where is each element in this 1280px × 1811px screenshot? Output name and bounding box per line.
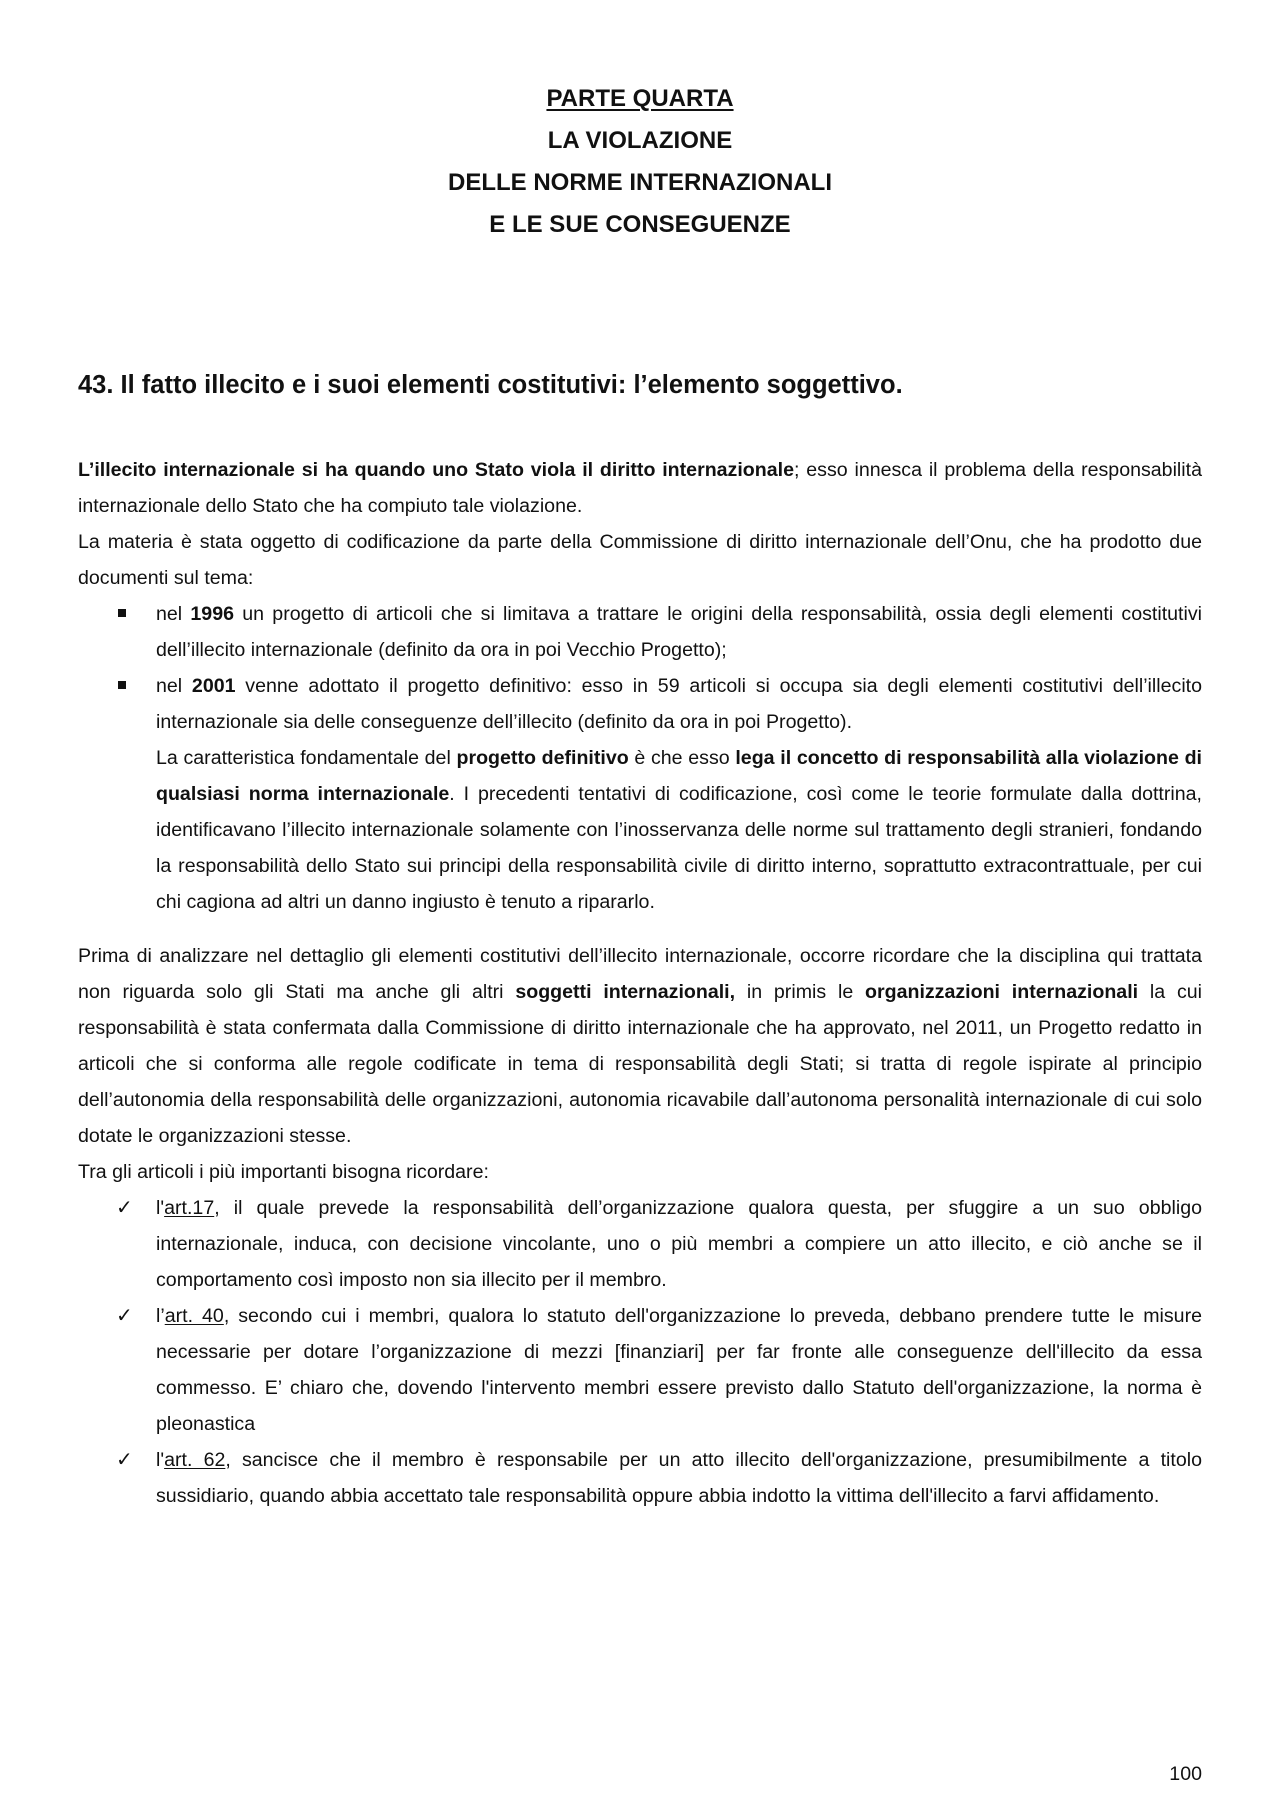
continuation-text: . I precedenti tentativi di codificazione, così come le teorie formulate dalla dottrina, identificavano l’illecito internazionale solamente con l’inosservanza delle norme sul trattamento degli stranieri, fondando la responsabilità dello Stato sui principi della responsabilità civile di diritto interno, soprattutto extracontrattuale, per cui chi cagiona ad altri un danno ingiusto è tenuto a ripararlo. (156, 783, 1202, 913)
part-header (78, 78, 1202, 246)
articles-list (78, 1190, 1202, 1514)
list-item-year: 1996 (190, 603, 234, 625)
organizations-text: Prima di analizzare nel dettaglio gli elementi costitutivi dell’illecito internazionale, occorre ricordare che la disciplina qui trattata non riguarda solo gli Stati ma anche gli altri (78, 945, 1202, 1003)
article-ref: art. 40 (164, 1305, 224, 1327)
organizations-bold: soggetti internazionali, (515, 981, 736, 1003)
article-prefix: l' (156, 1197, 165, 1219)
article-prefix: l’ (156, 1305, 165, 1327)
article-prefix: l' (156, 1449, 165, 1471)
organizations-text: la cui responsabilità è stata confermata dalla Commissione di diritto internazionale che ha approvato, nel 2011, un Progetto redatto in articoli che si conforma alle regole codificate in tema di responsabilità degli Stati; si tratta di regole ispirate al principio dell’autonomia della responsabilità delle organizzazioni, autonomia ricavabile dall’autonoma personalità internazionale di cui solo dotate le organizzazioni stesse. (78, 981, 1202, 1147)
body-text (78, 452, 1202, 1514)
section-title: 43. Il fatto illecito e i suoi elementi costitutivi: l’elemento soggettivo. (78, 371, 903, 399)
intro-paragraph (78, 452, 1202, 524)
checkmark-icon: ✓ (116, 1449, 133, 1471)
list-item-year: 2001 (191, 675, 236, 697)
list-item-text: nel (156, 675, 192, 697)
checkmark-icon: ✓ (116, 1197, 133, 1219)
codification-list (78, 596, 1202, 920)
continuation-bold: lega il concetto di responsabilità alla violazione di qualsiasi norma internazionale (156, 747, 1202, 805)
part-subtitle-line-1: LA VIOLAZIONE (547, 127, 733, 154)
organizations-paragraph (78, 938, 1202, 1154)
part-title: PARTE QUARTA (546, 85, 734, 112)
continuation-text: è che esso (628, 747, 736, 769)
list-item-continuation (156, 740, 1202, 920)
checkmark-icon: ✓ (116, 1305, 133, 1327)
intro-bold: L’illecito internazionale si ha quando uno Stato viola il diritto internazionale (78, 459, 794, 481)
article-ref: art.17 (164, 1197, 215, 1219)
part-subtitle-line-3: E LE SUE CONSEGUENZE (489, 211, 791, 238)
continuation-bold: progetto definitivo (456, 747, 629, 769)
square-bullet-icon (118, 609, 126, 617)
codification-paragraph: La materia è stata oggetto di codificazione da parte della Commissione di diritto internazionale dell’Onu, che ha prodotto due documenti sul tema: (78, 531, 1202, 589)
list-item-text: venne adottato il progetto definitivo: esso in 59 articoli si occupa sia degli elementi costitutivi dell’illecito internazionale sia delle conseguenze dell’illecito (definito da ora in poi Progetto). (156, 675, 1203, 733)
organizations-text: in primis le (735, 981, 866, 1003)
article-text: , sancisce che il membro è responsabile per un atto illecito dell'organizzazione, presumibilmente a titolo sussidiario, quando abbia accettato tale responsabilità oppure abbia indotto la vittima dell'illecito a farvi affidamento. (156, 1449, 1202, 1507)
article-ref: art. 62 (164, 1449, 226, 1471)
page-number: 100 (1169, 1763, 1202, 1785)
article-text: , secondo cui i membri, qualora lo statuto dell'organizzazione lo preveda, debbano prendere tutte le misure necessarie per dotare l’organizzazione di mezzi [finanziari] per far fronte alle conseguenze dell'illecito da essa commesso. E’ chiaro che, dovendo l'intervento membri essere previsto dallo Statuto dell'organizzazione, la norma è pleonastica (156, 1305, 1202, 1435)
document-page (78, 0, 1202, 1811)
part-subtitle-line-2: DELLE NORME INTERNAZIONALI (448, 169, 832, 196)
list-item-text: un progetto di articoli che si limitava a trattare le origini della responsabilità, ossia degli elementi costitutivi dell’illecito internazionale (definito da ora in poi Vecchio Progetto); (156, 603, 1202, 661)
square-bullet-icon (118, 681, 126, 689)
organizations-bold: organizzazioni internazionali (865, 981, 1139, 1003)
list-item-text: nel (156, 603, 191, 625)
list-item (78, 668, 1202, 920)
intro-rest: ; esso innesca il problema della responsabilità internazionale dello Stato che ha compiuto tale violazione. (78, 459, 1202, 517)
continuation-text: La caratteristica fondamentale del (156, 747, 457, 769)
list-item (78, 1298, 1202, 1442)
article-text: , il quale prevede la responsabilità dell’organizzazione qualora questa, per sfuggire a un suo obbligo internazionale, induca, con decisione vincolante, uno o più membri a compiere un atto illecito, e ciò anche se il comportamento così imposto non sia illecito per il membro. (156, 1197, 1202, 1291)
list-item (78, 1190, 1202, 1298)
list-item (78, 1442, 1202, 1514)
list-item (78, 596, 1202, 668)
articles-lead: Tra gli articoli i più importanti bisogna ricordare: (78, 1161, 489, 1183)
